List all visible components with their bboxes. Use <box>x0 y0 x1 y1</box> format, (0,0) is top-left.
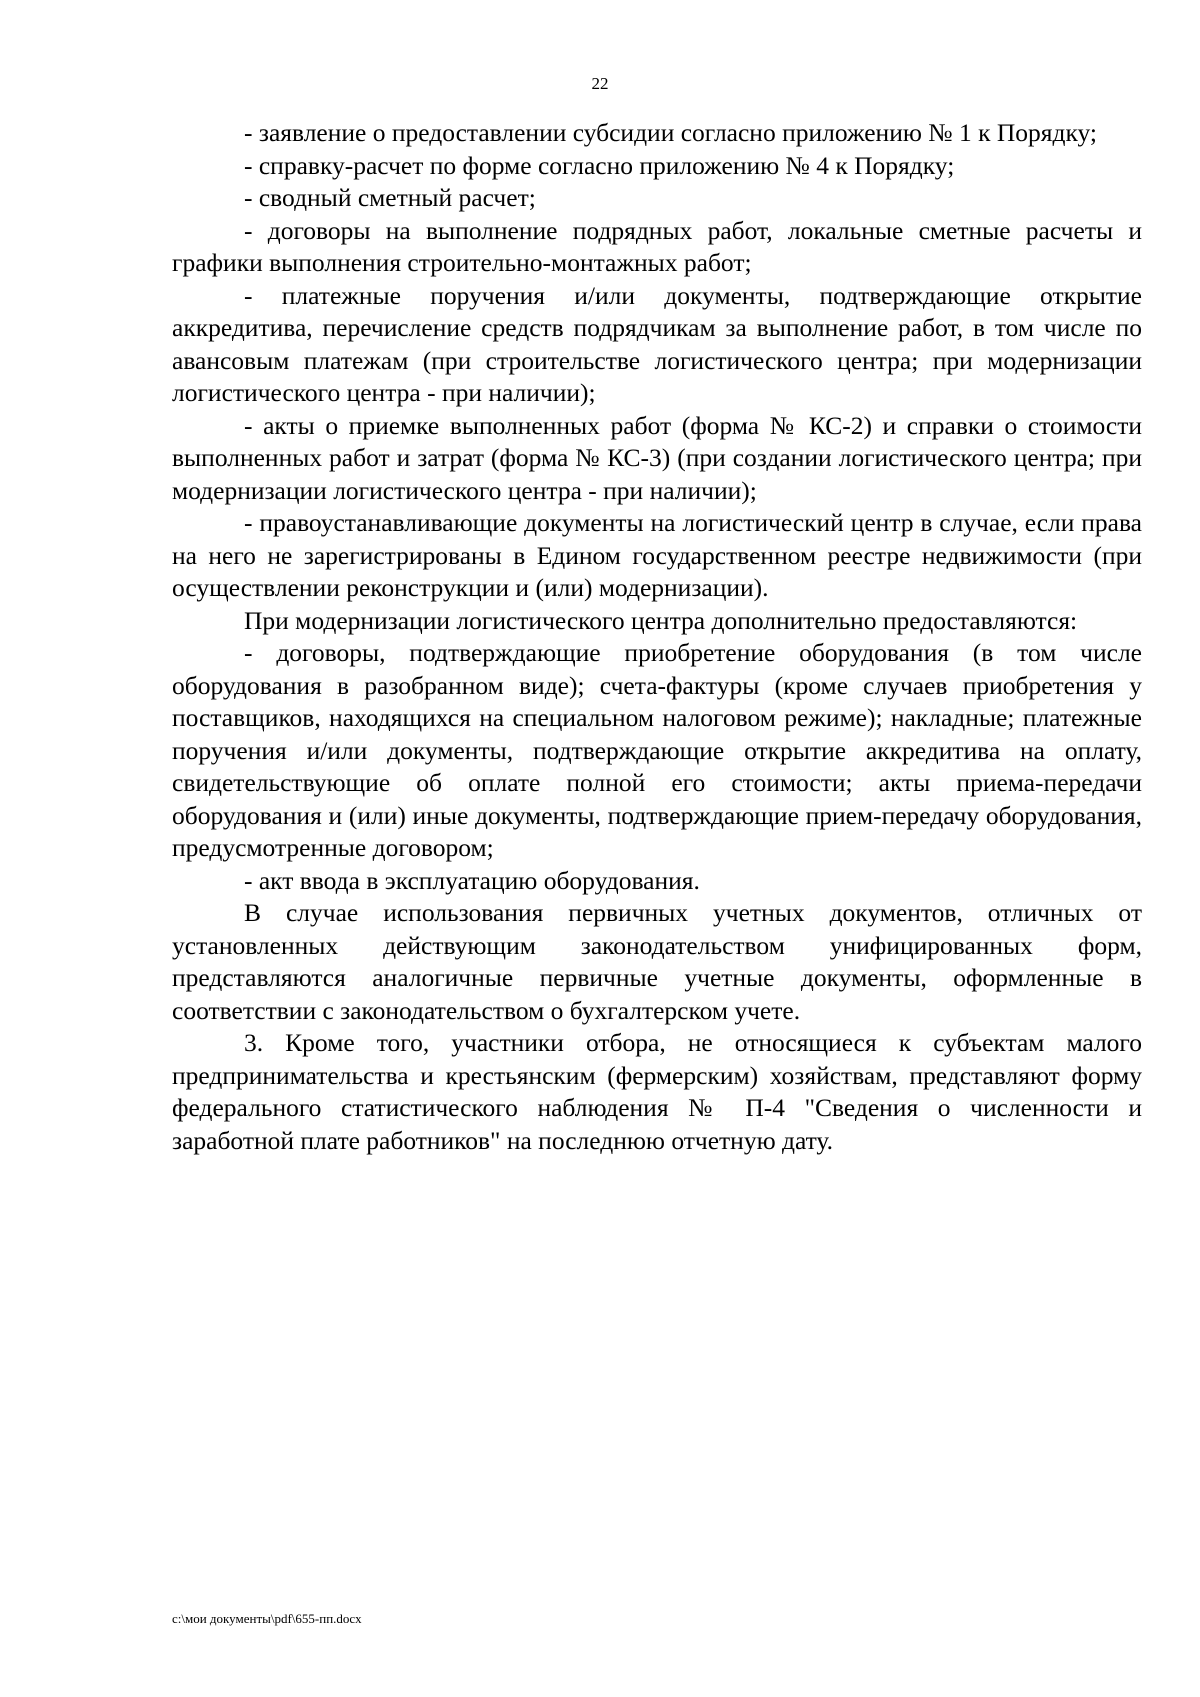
paragraph-item-3: 3. Кроме того, участники отбора, не относящиеся к субъектам малого предпринимательства и крестьянским (фермерским) хозяйствам, представляют форму федерального статистического наблюдения № П-4 "Сведения о численности и заработной плате работников" на последнюю отчетную дату. <box>172 1028 1142 1155</box>
document-body <box>172 117 1142 1157</box>
page-number: 22 <box>591 74 609 93</box>
paragraph-title-documents: - правоустанавливающие документы на логистический центр в случае, если права на него не зарегистрированы в Едином государственном реестре недвижимости (при осуществлении реконструкции и (или) модернизации). <box>172 508 1142 602</box>
paragraph-primary-documents: В случае использования первичных учетных документов, отличных от установленных действующим законодательством унифицированных форм, представляются аналогичные первичные учетные документы, оформленные в соответствии с законодательством о бухгалтерском учете. <box>172 898 1142 1025</box>
paragraph-equipment-contracts: - договоры, подтверждающие приобретение оборудования (в том числе оборудования в разобранном виде); счета-фактуры (кроме случаев приобретения у поставщиков, находящихся на специальном налоговом режиме); накладные; платежные поручения и/или документы, подтверждающие открытие аккредитива на оплату, свидетельствующие об оплате полной его стоимости; акты приема-передачи оборудования и (или) иные документы, подтверждающие прием-передачу оборудования, предусмотренные договором; <box>172 638 1142 862</box>
paragraph-payment-orders: - платежные поручения и/или документы, подтверждающие открытие аккредитива, перечисление средств подрядчикам за выполнение работ, в том числе по авансовым платежам (при строительстве логистического центра; при модернизации логистического центра - при наличии); <box>172 280 1142 407</box>
paragraph-contracts: - договоры на выполнение подрядных работ, локальные сметные расчеты и графики выполнения строительно-монтажных работ; <box>172 215 1142 277</box>
paragraph-application: - заявление о предоставлении субсидии согласно приложению № 1 к Порядку; <box>244 118 1098 147</box>
paragraph-modernization-intro: При модернизации логистического центра дополнительно предоставляются: <box>244 605 1078 635</box>
paragraph-acceptance-acts: - акты о приемке выполненных работ (форма № КС-2) и справки о стоимости выполненных работ и затрат (форма № КС-3) (при создании логистического центра; при модернизации логистического центра - при наличии); <box>172 410 1142 505</box>
paragraph-commissioning-act: - акт ввода в эксплуатацию оборудования. <box>244 865 700 895</box>
footer-file-path: c:\мои документы\pdf\655-пп.docx <box>172 1611 362 1626</box>
paragraph-summary-estimate: - сводный сметный расчет; <box>244 183 536 212</box>
paragraph-calculation-certificate: - справку-расчет по форме согласно приложению № 4 к Порядку; <box>244 150 955 180</box>
